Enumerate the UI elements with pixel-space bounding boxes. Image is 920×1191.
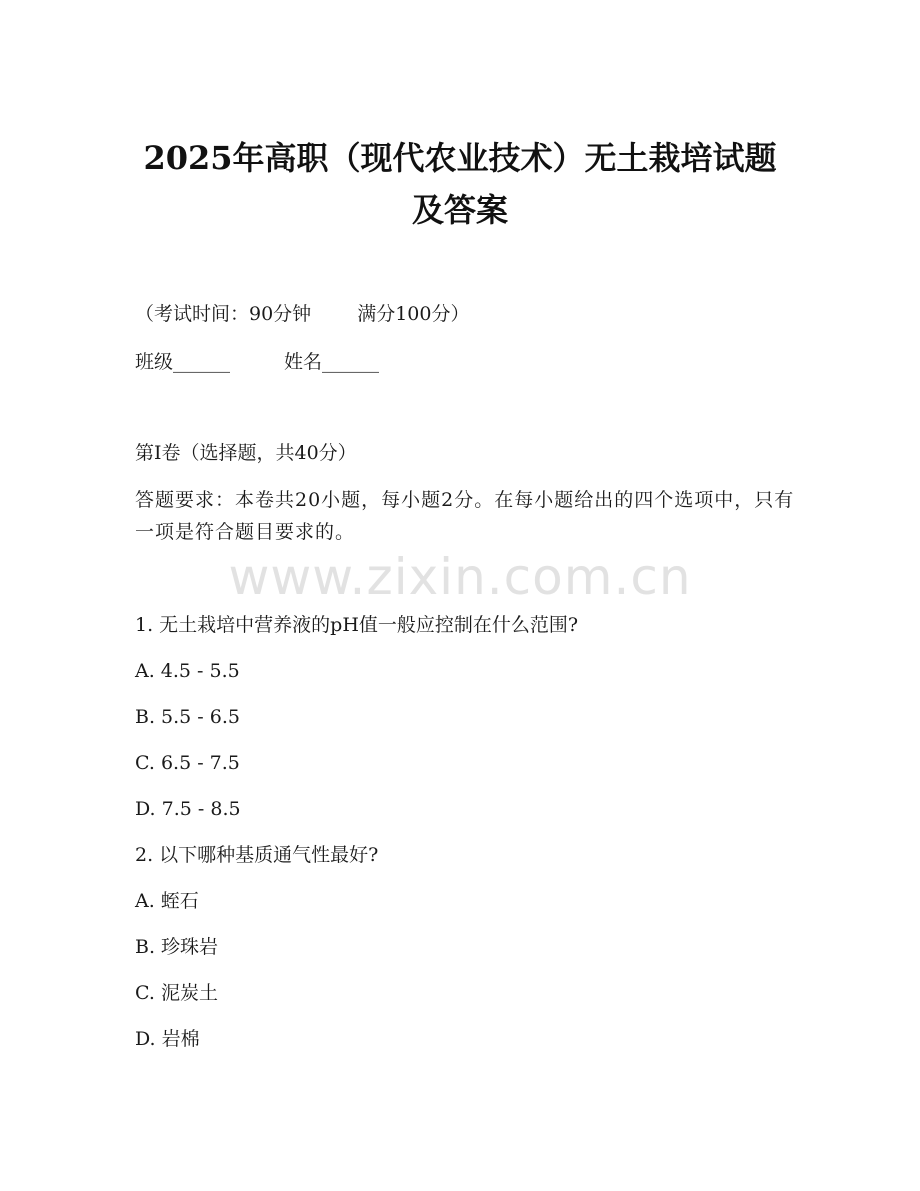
instructions: 答题要求：本卷共20小题，每小题2分。在每小题给出的四个选项中，只有一项是符合题目要求的。	[135, 489, 795, 543]
question-2-option-b: B. 珍珠岩	[135, 936, 219, 958]
full-score: 满分100分）	[357, 303, 470, 325]
name-label: 姓名______	[284, 351, 380, 373]
title-line-1: 2025年高职（现代农业技术）无土栽培试题	[143, 139, 777, 177]
question-2-stem: 2. 以下哪种基质通气性最好?	[135, 844, 379, 866]
question-1-option-a: A. 4.5 - 5.5	[135, 660, 240, 682]
student-info	[135, 350, 379, 374]
exam-time: （考试时间：90分钟	[135, 303, 312, 325]
section-title: 第I卷（选择题，共40分）	[135, 442, 357, 464]
question-1-option-c: C. 6.5 - 7.5	[135, 752, 240, 774]
watermark: www.zixin.com.cn	[228, 548, 692, 606]
question-1-option-d: D. 7.5 - 8.5	[135, 798, 241, 820]
document-title	[0, 132, 920, 236]
question-1-option-b: B. 5.5 - 6.5	[135, 706, 240, 728]
class-label: 班级______	[135, 351, 231, 373]
question-2-option-c: C. 泥炭土	[135, 982, 218, 1004]
question-2-option-a: A. 蛭石	[135, 890, 199, 912]
title-line-2: 及答案	[411, 191, 508, 229]
exam-info	[135, 302, 469, 326]
question-2-option-d: D. 岩棉	[135, 1028, 200, 1050]
question-1-stem: 1. 无土栽培中营养液的pH值一般应控制在什么范围?	[135, 614, 579, 636]
